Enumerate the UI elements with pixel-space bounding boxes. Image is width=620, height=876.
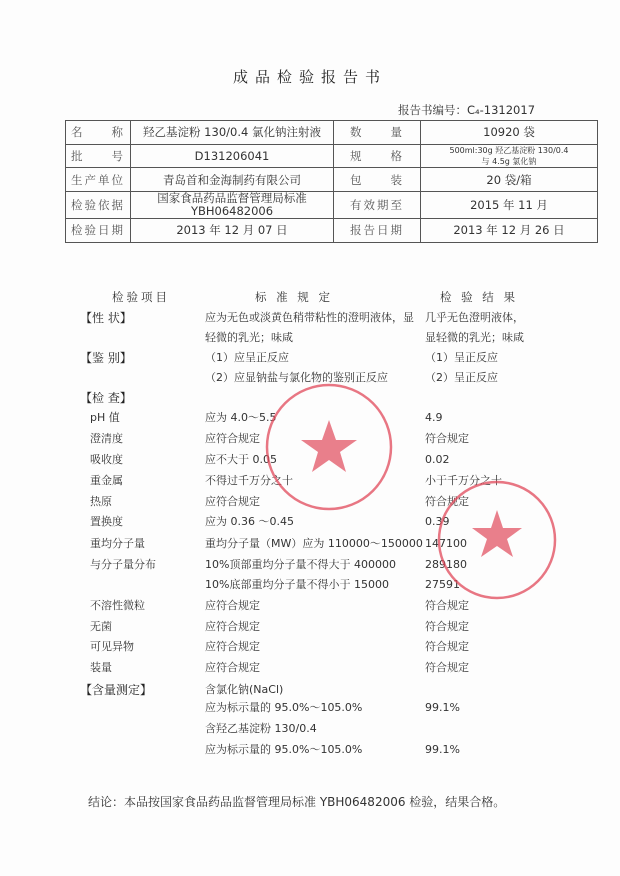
row-standard: 10%顶部重均分子量不得大于 400000 (205, 558, 396, 571)
info-table (65, 120, 598, 243)
row-standard: 10%底部重均分子量不得小于 15000 (205, 578, 389, 591)
row-standard: 应符合规定 (205, 620, 260, 633)
company-seal-icon (262, 380, 397, 515)
row-item: 重金属 (90, 474, 123, 487)
row-result: 符合规定 (425, 640, 469, 653)
label: 报告日期 (334, 219, 421, 243)
conclusion: 结论：本品按国家食品药品监督管理局标准 YBH06482006 检验，结果合格。 (88, 795, 506, 809)
row-item: 【鉴 别】 (80, 351, 132, 365)
label: 包 装 (334, 168, 421, 192)
row-result: 99.1% (425, 701, 460, 714)
row-item: 置换度 (90, 515, 123, 528)
label: 有效期至 (334, 192, 421, 219)
row-standard: 应符合规定 (205, 432, 260, 445)
row-standard: 应符合规定 (205, 661, 260, 674)
label: 生产单位 (66, 168, 131, 192)
row-item: 【含量测定】 (80, 683, 153, 697)
row-item: 热原 (90, 495, 112, 508)
value-line: 500ml:30g 羟乙基淀粉 130/0.4 (449, 146, 569, 156)
row-item: 【性 状】 (80, 311, 132, 325)
report-number: 报告书编号：C₄-1312017 (398, 103, 536, 117)
row-item: 可见异物 (90, 640, 134, 653)
row-result: 0.39 (425, 515, 450, 528)
label: 检验日期 (66, 219, 131, 243)
row-result: 27591 (425, 578, 460, 591)
table-row (66, 192, 598, 219)
row-standard: （2）应显钠盐与氯化物的鉴别正反应 (205, 371, 388, 384)
value-line: YBH06482006 (190, 204, 274, 219)
row-standard: 含氯化钠(NaCl) (205, 683, 284, 696)
row-standard: 应为无色或淡黄色稍带粘性的澄明液体，显 (205, 311, 414, 324)
row-result: 99.1% (425, 743, 460, 756)
row-item: 装量 (90, 661, 112, 674)
row-standard: 重均分子量（MW）应为 110000～150000 (205, 537, 423, 550)
value: 10920 袋 (421, 121, 598, 145)
value-line: 国家食品药品监督管理局标准 (157, 191, 307, 206)
value: 2015 年 11 月 (421, 192, 598, 219)
row-standard: 应符合规定 (205, 640, 260, 653)
table-row (66, 144, 598, 168)
value: 2013 年 12 月 07 日 (131, 219, 334, 243)
row-standard: 不得过千万分之十 (205, 474, 293, 487)
value: 20 袋/箱 (421, 168, 598, 192)
label: 规 格 (334, 144, 421, 168)
label: 批 号 (66, 144, 131, 168)
row-result: 显轻微的乳光；味咸 (425, 331, 524, 344)
row-result: 符合规定 (425, 599, 469, 612)
header-standard: 标 准 规 定 (255, 290, 333, 304)
row-standard: 应不大于 0.05 (205, 453, 277, 466)
row-result: 4.9 (425, 411, 443, 424)
row-result: 符合规定 (425, 495, 469, 508)
row-standard: 应为标示量的 95.0%～105.0% (205, 701, 363, 714)
row-result: 289180 (425, 558, 467, 571)
row-result: （1）呈正反应 (425, 351, 498, 364)
row-item: 无菌 (90, 620, 112, 633)
value: 青岛首和金海制药有限公司 (131, 168, 334, 192)
row-result: 147100 (425, 537, 467, 550)
row-item: 不溶性微粒 (90, 599, 145, 612)
row-standard: 应为标示量的 95.0%～105.0% (205, 743, 363, 756)
row-result: 符合规定 (425, 432, 469, 445)
table-row (66, 121, 598, 145)
row-item: 与分子量分布 (90, 558, 156, 571)
header-result: 检 验 结 果 (440, 290, 518, 304)
value: D131206041 (131, 144, 334, 168)
row-item: 吸收度 (90, 453, 123, 466)
row-item: pH 值 (90, 411, 120, 424)
table-row (66, 168, 598, 192)
header-item: 检验项目 (112, 290, 170, 304)
value: 羟乙基淀粉 130/0.4 氯化钠注射液 (131, 121, 334, 145)
row-result: 符合规定 (425, 620, 469, 633)
table-row (66, 219, 598, 243)
value-line: 与 4.5g 氯化钠 (481, 157, 537, 167)
row-standard: 应为 0.36 ～0.45 (205, 515, 294, 528)
value (421, 144, 598, 168)
row-result: 0.02 (425, 453, 450, 466)
value (131, 192, 334, 219)
quality-seal-icon (435, 478, 560, 603)
row-result: （2）呈正反应 (425, 371, 498, 384)
row-result: 小于千万分之十 (425, 474, 502, 487)
row-item: 重均分子量 (90, 537, 145, 550)
row-standard: 应为 4.0～5.5 (205, 411, 277, 424)
label: 数 量 (334, 121, 421, 145)
label: 名 称 (66, 121, 131, 145)
value: 2013 年 12 月 26 日 (421, 219, 598, 243)
row-standard: （1）应呈正反应 (205, 351, 289, 364)
row-result: 符合规定 (425, 661, 469, 674)
page-title: 成品检验报告书 (232, 68, 387, 86)
row-result: 几乎无色澄明液体， (425, 311, 524, 324)
row-standard: 含羟乙基淀粉 130/0.4 (205, 722, 317, 735)
label: 检验依据 (66, 192, 131, 219)
row-standard: 应符合规定 (205, 599, 260, 612)
row-standard: 轻微的乳光；味咸 (205, 331, 293, 344)
row-item: 澄清度 (90, 432, 123, 445)
row-standard: 应符合规定 (205, 495, 260, 508)
row-item: 【检 查】 (80, 391, 132, 405)
